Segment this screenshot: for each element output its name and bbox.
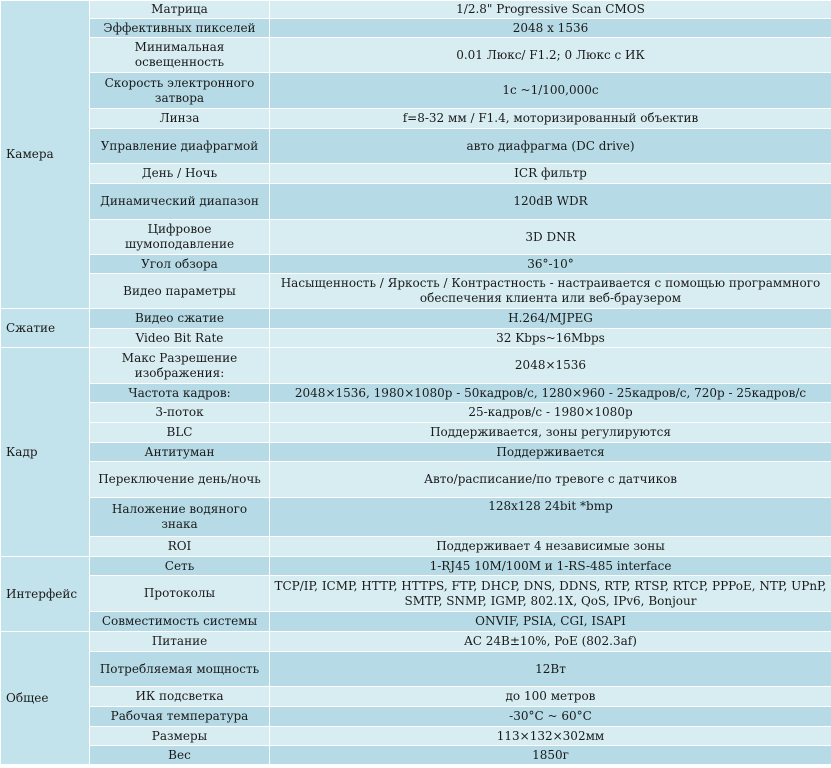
row-label: Видео параметры bbox=[90, 274, 270, 309]
row-label: Рабочая температура bbox=[90, 707, 270, 727]
table-row bbox=[1, 38, 831, 73]
row-label: Размеры bbox=[90, 727, 270, 746]
row-value: f=8-32 мм / F1.4, моторизированный объектив bbox=[270, 109, 831, 129]
row-value: Поддерживает 4 независимые зоны bbox=[270, 537, 831, 557]
row-value: 2048 x 1536 bbox=[270, 19, 831, 38]
row-label: Протоколы bbox=[90, 576, 270, 612]
table-row bbox=[1, 746, 831, 765]
table-row bbox=[1, 727, 831, 746]
row-label: Линза bbox=[90, 109, 270, 129]
table-row bbox=[1, 498, 831, 537]
row-value: Поддерживается, зоны регулируются bbox=[270, 423, 831, 443]
table-row bbox=[1, 443, 831, 462]
row-label: Видео сжатие bbox=[90, 309, 270, 329]
row-value: AC 24В±10%, PoE (802.3af) bbox=[270, 632, 831, 652]
table-row bbox=[1, 73, 831, 109]
row-value: 1-RJ45 10M/100M и 1-RS-485 interface bbox=[270, 557, 831, 576]
row-label: Питание bbox=[90, 632, 270, 652]
row-value: 2048×1536 bbox=[270, 348, 831, 384]
row-value: Насыщенность / Яркость / Контрастность - настраивается с помощью программного обеспечения клиента или веб-браузером bbox=[270, 274, 831, 309]
row-label: Совместимость системы bbox=[90, 612, 270, 632]
row-value: 32 Kbps~16Mbps bbox=[270, 329, 831, 348]
row-label: Эффективных пикселей bbox=[90, 19, 270, 38]
row-value: 1850г bbox=[270, 746, 831, 765]
row-value: 0.01 Люкс/ F1.2; 0 Люкс с ИК bbox=[270, 38, 831, 73]
table-row bbox=[1, 576, 831, 612]
table-row bbox=[1, 348, 831, 384]
row-label: Макс Разрешение изображения: bbox=[90, 348, 270, 384]
row-value: 113×132×302мм bbox=[270, 727, 831, 746]
row-value: 25-кадров/с - 1980×1080р bbox=[270, 403, 831, 423]
row-value: -30°C ~ 60°C bbox=[270, 707, 831, 727]
table-row bbox=[1, 687, 831, 707]
row-label: День / Ночь bbox=[90, 164, 270, 184]
row-label: Угол обзора bbox=[90, 255, 270, 274]
row-label: Вес bbox=[90, 746, 270, 765]
table-row bbox=[1, 707, 831, 727]
table-row bbox=[1, 652, 831, 687]
category-compression: Сжатие bbox=[1, 309, 90, 348]
row-label: Минимальная освещенность bbox=[90, 38, 270, 73]
table-row bbox=[1, 462, 831, 498]
table-row bbox=[1, 164, 831, 184]
row-label: Динамический диапазон bbox=[90, 184, 270, 220]
table-row bbox=[1, 255, 831, 274]
row-label: Цифровое шумоподавление bbox=[90, 220, 270, 255]
table-row bbox=[1, 109, 831, 129]
table-row bbox=[1, 274, 831, 309]
table-row bbox=[1, 1, 831, 19]
row-label: Потребляемая мощность bbox=[90, 652, 270, 687]
row-label: Переключение день/ночь bbox=[90, 462, 270, 498]
row-value: 120dB WDR bbox=[270, 184, 831, 220]
table-row bbox=[1, 220, 831, 255]
row-label: 3-поток bbox=[90, 403, 270, 423]
table-row bbox=[1, 129, 831, 164]
row-value: Авто/расписание/по тревоге с датчиков bbox=[270, 462, 831, 498]
row-label: Скорость электронного затвора bbox=[90, 73, 270, 109]
row-label: Частота кадров: bbox=[90, 384, 270, 403]
table-row bbox=[1, 309, 831, 329]
row-label: BLC bbox=[90, 423, 270, 443]
row-value: авто диафрагма (DC drive) bbox=[270, 129, 831, 164]
table-row bbox=[1, 384, 831, 403]
row-value: H.264/MJPEG bbox=[270, 309, 831, 329]
row-label: Наложение водяного знака bbox=[90, 498, 270, 537]
row-label: ROI bbox=[90, 537, 270, 557]
row-value: TCP/IP, ICMP, HTTP, HTTPS, FTP, DHCP, DNS, DDNS, RTP, RTSP, RTCP, PPPoE, NTP, UPnP, SMTP, SNMP, IGMP, 802.1X, QoS, IPv6, Bonjour bbox=[270, 576, 831, 612]
row-value: 1/2.8" Progressive Scan CMOS bbox=[270, 1, 831, 19]
table-row bbox=[1, 632, 831, 652]
row-value: 3D DNR bbox=[270, 220, 831, 255]
row-value: 1с ~1/100,000с bbox=[270, 73, 831, 109]
row-value: Поддерживается bbox=[270, 443, 831, 462]
table-row bbox=[1, 19, 831, 38]
table-row bbox=[1, 537, 831, 557]
category-camera: Камера bbox=[1, 1, 90, 309]
row-label: Антитуман bbox=[90, 443, 270, 462]
table-row bbox=[1, 423, 831, 443]
row-value: 12Вт bbox=[270, 652, 831, 687]
category-frame: Кадр bbox=[1, 348, 90, 557]
row-label: Video Bit Rate bbox=[90, 329, 270, 348]
table-row bbox=[1, 557, 831, 576]
row-label: Сеть bbox=[90, 557, 270, 576]
category-general: Общее bbox=[1, 632, 90, 765]
row-value: до 100 метров bbox=[270, 687, 831, 707]
row-label: Управление диафрагмой bbox=[90, 129, 270, 164]
table-row bbox=[1, 184, 831, 220]
row-value: ICR фильтр bbox=[270, 164, 831, 184]
row-value: 2048×1536, 1980×1080р - 50кадров/с, 1280×960 - 25кадров/с, 720p - 25кадров/с bbox=[270, 384, 831, 403]
row-value: 128x128 24bit *bmp bbox=[270, 498, 831, 537]
table-row bbox=[1, 329, 831, 348]
row-value: 36°-10° bbox=[270, 255, 831, 274]
row-label: Матрица bbox=[90, 1, 270, 19]
row-label: ИК подсветка bbox=[90, 687, 270, 707]
table-row bbox=[1, 403, 831, 423]
row-value: ONVIF, PSIA, CGI, ISAPI bbox=[270, 612, 831, 632]
category-interface: Интерфейс bbox=[1, 557, 90, 632]
table-row bbox=[1, 612, 831, 632]
